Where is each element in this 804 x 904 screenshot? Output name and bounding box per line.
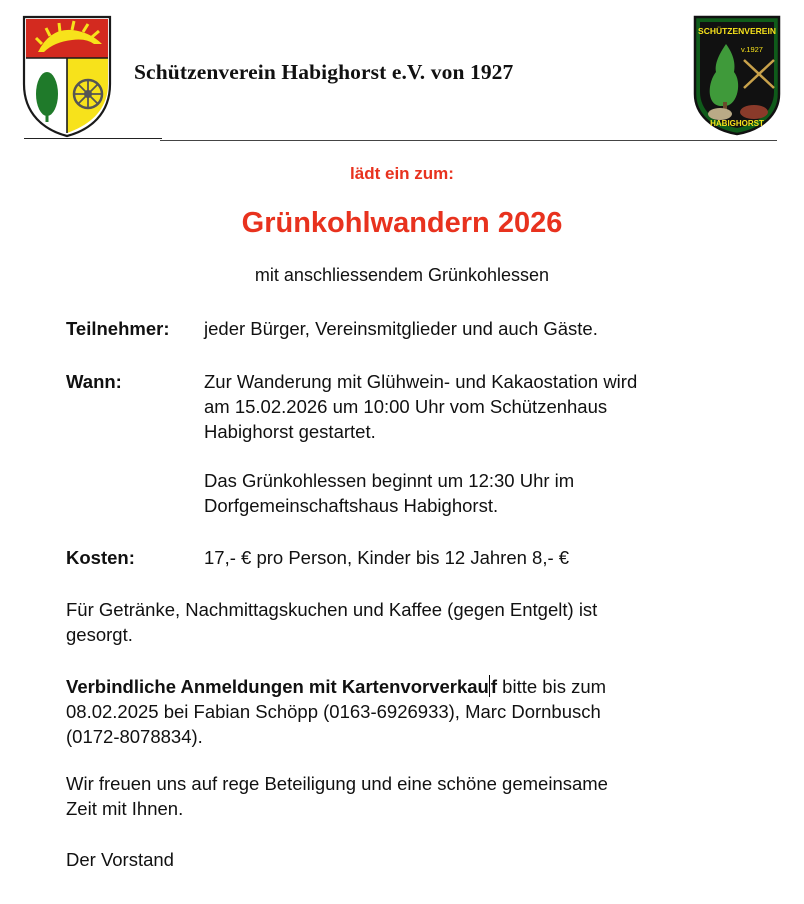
badge-year-text: v.1927 xyxy=(741,45,763,54)
closing-note xyxy=(66,771,766,821)
event-title: Grünkohlwandern 2026 xyxy=(241,207,563,239)
meal-block xyxy=(204,468,764,518)
closing-line-1: Wir freuen uns auf rege Beteiligung und eine schöne gemeinsame xyxy=(66,773,608,794)
registration-bold-text: Verbindliche Anmeldungen mit Kartenvorverkau xyxy=(66,676,489,697)
when-line-1: Zur Wanderung mit Glühwein- und Kakaostation wird xyxy=(204,371,638,392)
badge-bottom-text: HABIGHORST xyxy=(710,119,764,128)
club-name-heading: Schützenverein Habighorst e.V. von 1927 xyxy=(134,60,514,84)
header-divider-left xyxy=(24,138,162,139)
municipal-coat-of-arms-icon xyxy=(20,14,114,138)
registration-line-3: (0172-8078834). xyxy=(66,726,203,747)
meal-line-1: Das Grünkohlessen beginnt um 12:30 Uhr im xyxy=(204,470,575,491)
drinks-note xyxy=(66,597,766,647)
meal-line-2: Dorfgemeinschaftshaus Habighorst. xyxy=(204,495,499,516)
drinks-line-2: gesorgt. xyxy=(66,624,133,645)
text-cursor xyxy=(489,675,490,697)
cost-value: 17,- € pro Person, Kinder bis 12 Jahren 8,- € xyxy=(204,547,570,568)
header-divider-right xyxy=(160,140,777,141)
signature: Der Vorstand xyxy=(66,849,174,870)
event-subtitle: mit anschliessendem Grünkohlessen xyxy=(254,265,550,285)
participants-value: jeder Bürger, Vereinsmitglieder und auch Gäste. xyxy=(204,318,598,339)
cost-label: Kosten: xyxy=(66,547,135,568)
when-line-2: am 15.02.2026 um 10:00 Uhr vom Schützenhaus xyxy=(204,396,608,417)
registration-line-2: 08.02.2025 bei Fabian Schöpp (0163-6926933), Marc Dornbusch xyxy=(66,701,601,722)
when-label: Wann: xyxy=(66,371,122,392)
invitation-intro: lädt ein zum: xyxy=(350,164,454,183)
drinks-line-1: Für Getränke, Nachmittagskuchen und Kaffee (gegen Entgelt) ist xyxy=(66,599,598,620)
shooting-club-badge-icon xyxy=(692,14,782,136)
registration-line-1 xyxy=(66,674,766,699)
registration-bold-end: f xyxy=(490,676,498,697)
registration-rest: bitte bis zum xyxy=(497,676,607,697)
participants-label: Teilnehmer: xyxy=(66,318,170,339)
closing-line-2: Zeit mit Ihnen. xyxy=(66,798,184,819)
when-line-3: Habighorst gestartet. xyxy=(204,421,376,442)
registration-note xyxy=(66,674,766,749)
badge-top-text: SCHÜTZENVEREIN xyxy=(698,26,776,36)
when-block xyxy=(204,369,764,444)
